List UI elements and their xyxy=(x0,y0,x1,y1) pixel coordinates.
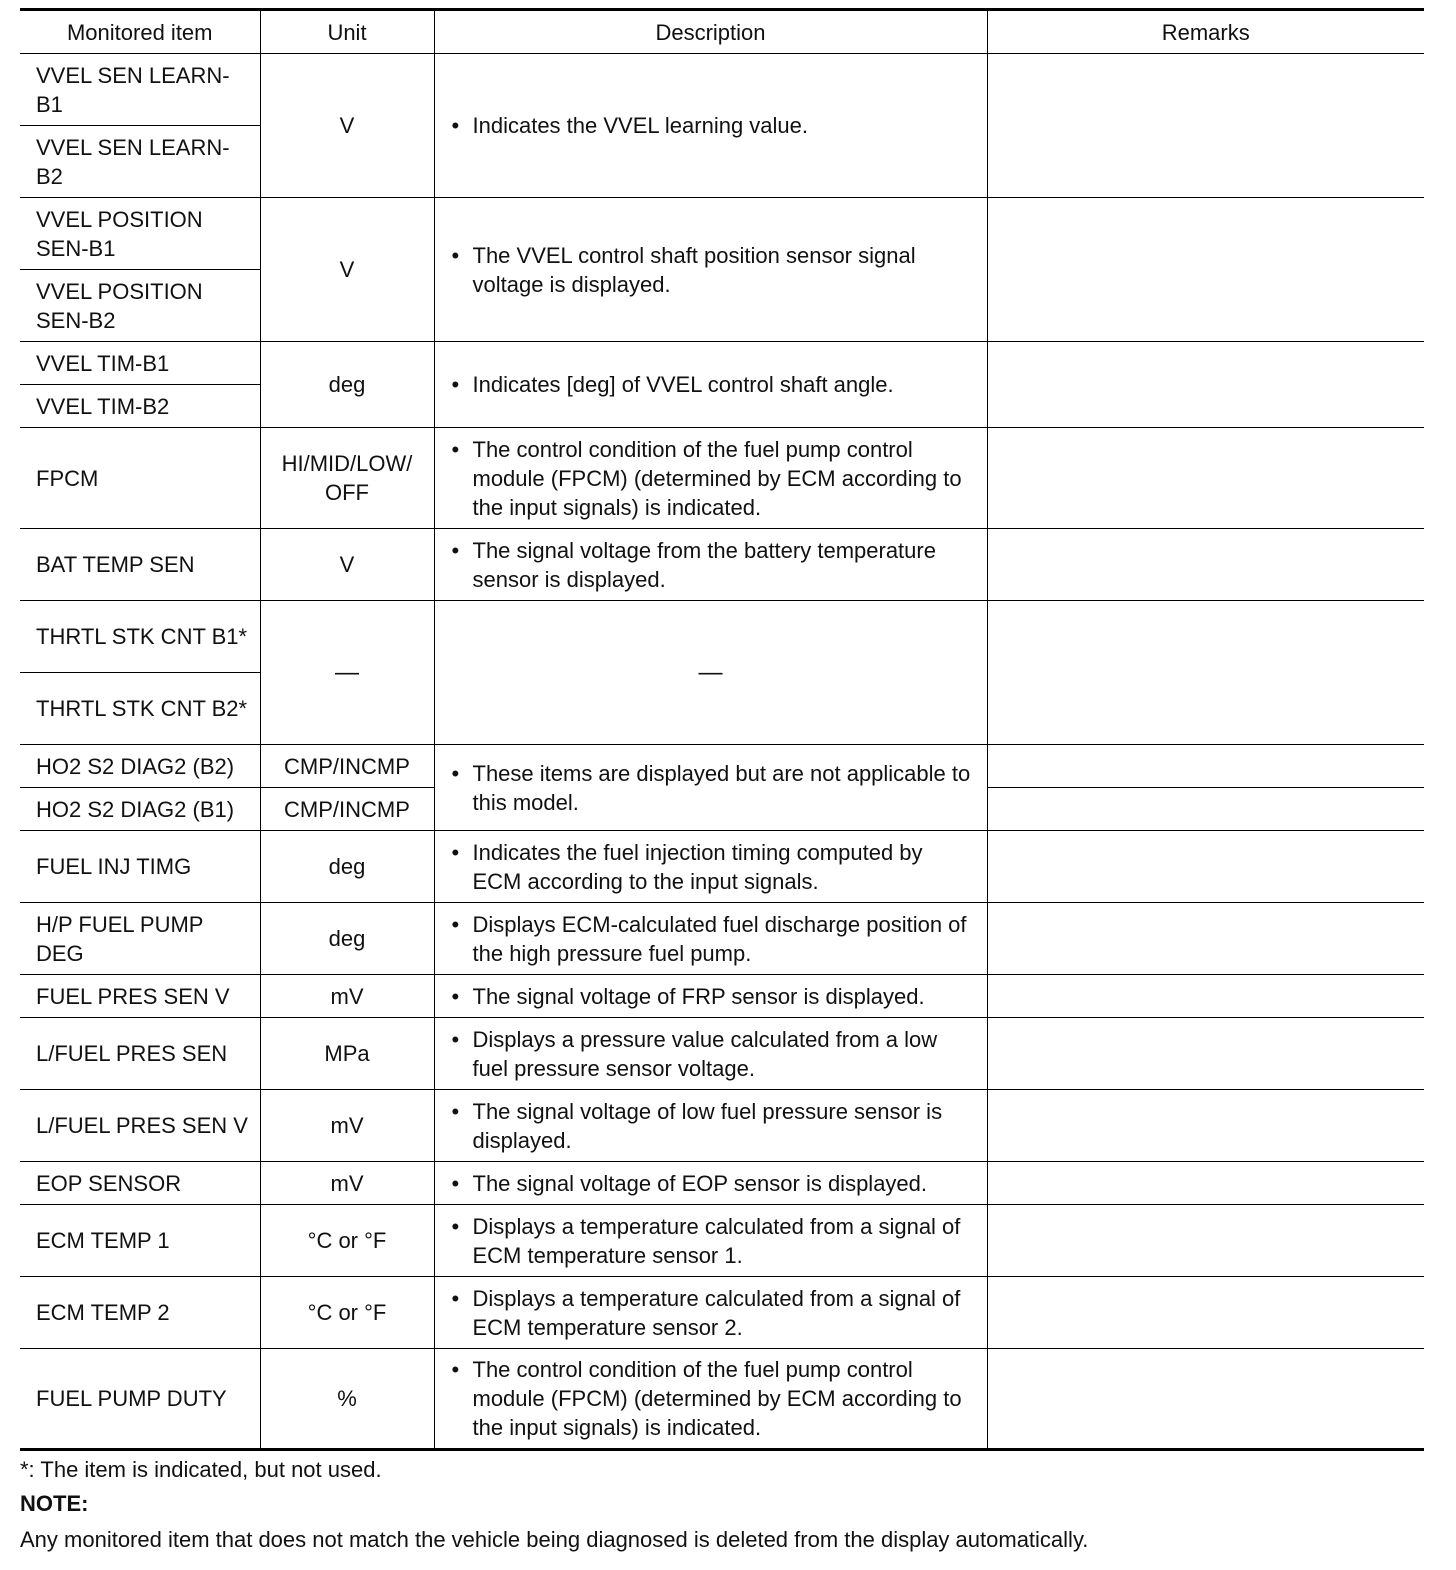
description-cell xyxy=(434,198,987,342)
table-row xyxy=(20,1018,1424,1090)
unit-cell: mV xyxy=(260,1090,434,1162)
table-header-row xyxy=(20,10,1424,54)
table-row xyxy=(20,1090,1424,1162)
remarks-cell xyxy=(987,529,1424,601)
item-cell: FUEL INJ TIMG xyxy=(20,831,260,903)
description-text: • The control condition of the fuel pump control module (FPCM) (determined by ECM according to the input signals) is indicated. xyxy=(449,435,977,522)
unit-cell: CMP/INCMP xyxy=(260,788,434,831)
item-cell: BAT TEMP SEN xyxy=(20,529,260,601)
unit-cell: V xyxy=(260,54,434,198)
description-cell xyxy=(434,1205,987,1277)
unit-cell: HI/MID/LOW/ OFF xyxy=(260,428,434,529)
item-cell: VVEL TIM-B2 xyxy=(20,385,260,428)
unit-cell: V xyxy=(260,198,434,342)
remarks-cell xyxy=(987,1205,1424,1277)
remarks-cell xyxy=(987,1277,1424,1349)
remarks-cell xyxy=(987,975,1424,1018)
remarks-cell xyxy=(987,54,1424,198)
description-cell xyxy=(434,1349,987,1450)
unit-cell: MPa xyxy=(260,1018,434,1090)
table-row xyxy=(20,903,1424,975)
note-text: Any monitored item that does not match the vehicle being diagnosed is deleted from the display automatically. xyxy=(20,1527,1089,1552)
description-text: • Displays ECM-calculated fuel discharge position of the high pressure fuel pump. xyxy=(449,910,977,968)
remarks-cell xyxy=(987,745,1424,788)
description-text: • The signal voltage from the battery temperature sensor is displayed. xyxy=(449,536,977,594)
remarks-cell xyxy=(987,1349,1424,1450)
description-text: • These items are displayed but are not applicable to this model. xyxy=(449,759,977,817)
remarks-cell xyxy=(987,601,1424,745)
remarks-cell xyxy=(987,428,1424,529)
header-unit: Unit xyxy=(260,10,434,54)
description-cell xyxy=(434,975,987,1018)
data-monitor-table xyxy=(20,8,1424,1451)
header-monitored-item: Monitored item xyxy=(20,10,260,54)
item-cell: L/FUEL PRES SEN xyxy=(20,1018,260,1090)
table-row xyxy=(20,428,1424,529)
remarks-cell xyxy=(987,342,1424,428)
item-cell: FPCM xyxy=(20,428,260,529)
item-cell: FUEL PRES SEN V xyxy=(20,975,260,1018)
table-row xyxy=(20,975,1424,1018)
description-text: • Indicates [deg] of VVEL control shaft angle. xyxy=(449,370,977,399)
remarks-cell xyxy=(987,198,1424,342)
header-remarks: Remarks xyxy=(987,10,1424,54)
description-cell xyxy=(434,903,987,975)
table-row xyxy=(20,1277,1424,1349)
description-cell xyxy=(434,831,987,903)
description-text: • Displays a temperature calculated from a signal of ECM temperature sensor 2. xyxy=(449,1284,977,1342)
unit-cell: deg xyxy=(260,342,434,428)
description-cell xyxy=(434,529,987,601)
item-cell: THRTL STK CNT B1* xyxy=(20,601,260,673)
table-row xyxy=(20,54,1424,126)
item-cell: THRTL STK CNT B2* xyxy=(20,673,260,745)
unit-cell: CMP/INCMP xyxy=(260,745,434,788)
description-text: • The signal voltage of EOP sensor is displayed. xyxy=(449,1169,977,1198)
description-cell xyxy=(434,1090,987,1162)
item-cell: ECM TEMP 1 xyxy=(20,1205,260,1277)
document xyxy=(20,8,1424,1555)
description-text: • Displays a temperature calculated from a signal of ECM temperature sensor 1. xyxy=(449,1212,977,1270)
description-text: • Indicates the fuel injection timing computed by ECM according to the input signals. xyxy=(449,838,977,896)
table-row xyxy=(20,1349,1424,1450)
note-label: NOTE: xyxy=(20,1491,89,1516)
item-cell: VVEL TIM-B1 xyxy=(20,342,260,385)
item-cell: EOP SENSOR xyxy=(20,1162,260,1205)
remarks-cell xyxy=(987,1090,1424,1162)
item-cell: HO2 S2 DIAG2 (B2) xyxy=(20,745,260,788)
unit-cell: mV xyxy=(260,975,434,1018)
item-cell: H/P FUEL PUMP DEG xyxy=(20,903,260,975)
description-text: • The signal voltage of FRP sensor is displayed. xyxy=(449,982,977,1011)
description-text: • The signal voltage of low fuel pressure sensor is displayed. xyxy=(449,1097,977,1155)
description-cell xyxy=(434,1277,987,1349)
item-cell: FUEL PUMP DUTY xyxy=(20,1349,260,1450)
remarks-cell xyxy=(987,1018,1424,1090)
unit-cell: mV xyxy=(260,1162,434,1205)
description-text: • The VVEL control shaft position sensor signal voltage is displayed. xyxy=(449,241,977,299)
unit-cell: deg xyxy=(260,903,434,975)
unit-cell: °C or °F xyxy=(260,1277,434,1349)
unit-cell: — xyxy=(260,601,434,745)
item-cell: VVEL SEN LEARN-B1 xyxy=(20,54,260,126)
table-row xyxy=(20,831,1424,903)
item-cell: VVEL POSITION SEN-B2 xyxy=(20,270,260,342)
table-row xyxy=(20,529,1424,601)
description-text: • Displays a pressure value calculated from a low fuel pressure sensor voltage. xyxy=(449,1025,977,1083)
table-row xyxy=(20,342,1424,385)
table-row xyxy=(20,601,1424,673)
item-cell: VVEL POSITION SEN-B1 xyxy=(20,198,260,270)
item-cell: HO2 S2 DIAG2 (B1) xyxy=(20,788,260,831)
unit-cell: °C or °F xyxy=(260,1205,434,1277)
description-cell xyxy=(434,428,987,529)
remarks-cell xyxy=(987,903,1424,975)
item-cell: ECM TEMP 2 xyxy=(20,1277,260,1349)
unit-cell: % xyxy=(260,1349,434,1450)
remarks-cell xyxy=(987,831,1424,903)
table-row xyxy=(20,198,1424,270)
table-row xyxy=(20,1205,1424,1277)
header-description: Description xyxy=(434,10,987,54)
description-cell xyxy=(434,54,987,198)
unit-cell: deg xyxy=(260,831,434,903)
description-cell: — xyxy=(434,601,987,745)
description-cell xyxy=(434,745,987,831)
description-cell xyxy=(434,1018,987,1090)
description-text: • Indicates the VVEL learning value. xyxy=(449,111,977,140)
table-row xyxy=(20,745,1424,788)
item-cell: VVEL SEN LEARN-B2 xyxy=(20,126,260,198)
description-text: • The control condition of the fuel pump control module (FPCM) (determined by ECM according to the input signals) is indicated. xyxy=(449,1355,977,1442)
footnote: *: The item is indicated, but not used. xyxy=(20,1457,382,1482)
description-cell xyxy=(434,1162,987,1205)
description-cell xyxy=(434,342,987,428)
table-row xyxy=(20,1162,1424,1205)
unit-cell: V xyxy=(260,529,434,601)
item-cell: L/FUEL PRES SEN V xyxy=(20,1090,260,1162)
remarks-cell xyxy=(987,788,1424,831)
remarks-cell xyxy=(987,1162,1424,1205)
